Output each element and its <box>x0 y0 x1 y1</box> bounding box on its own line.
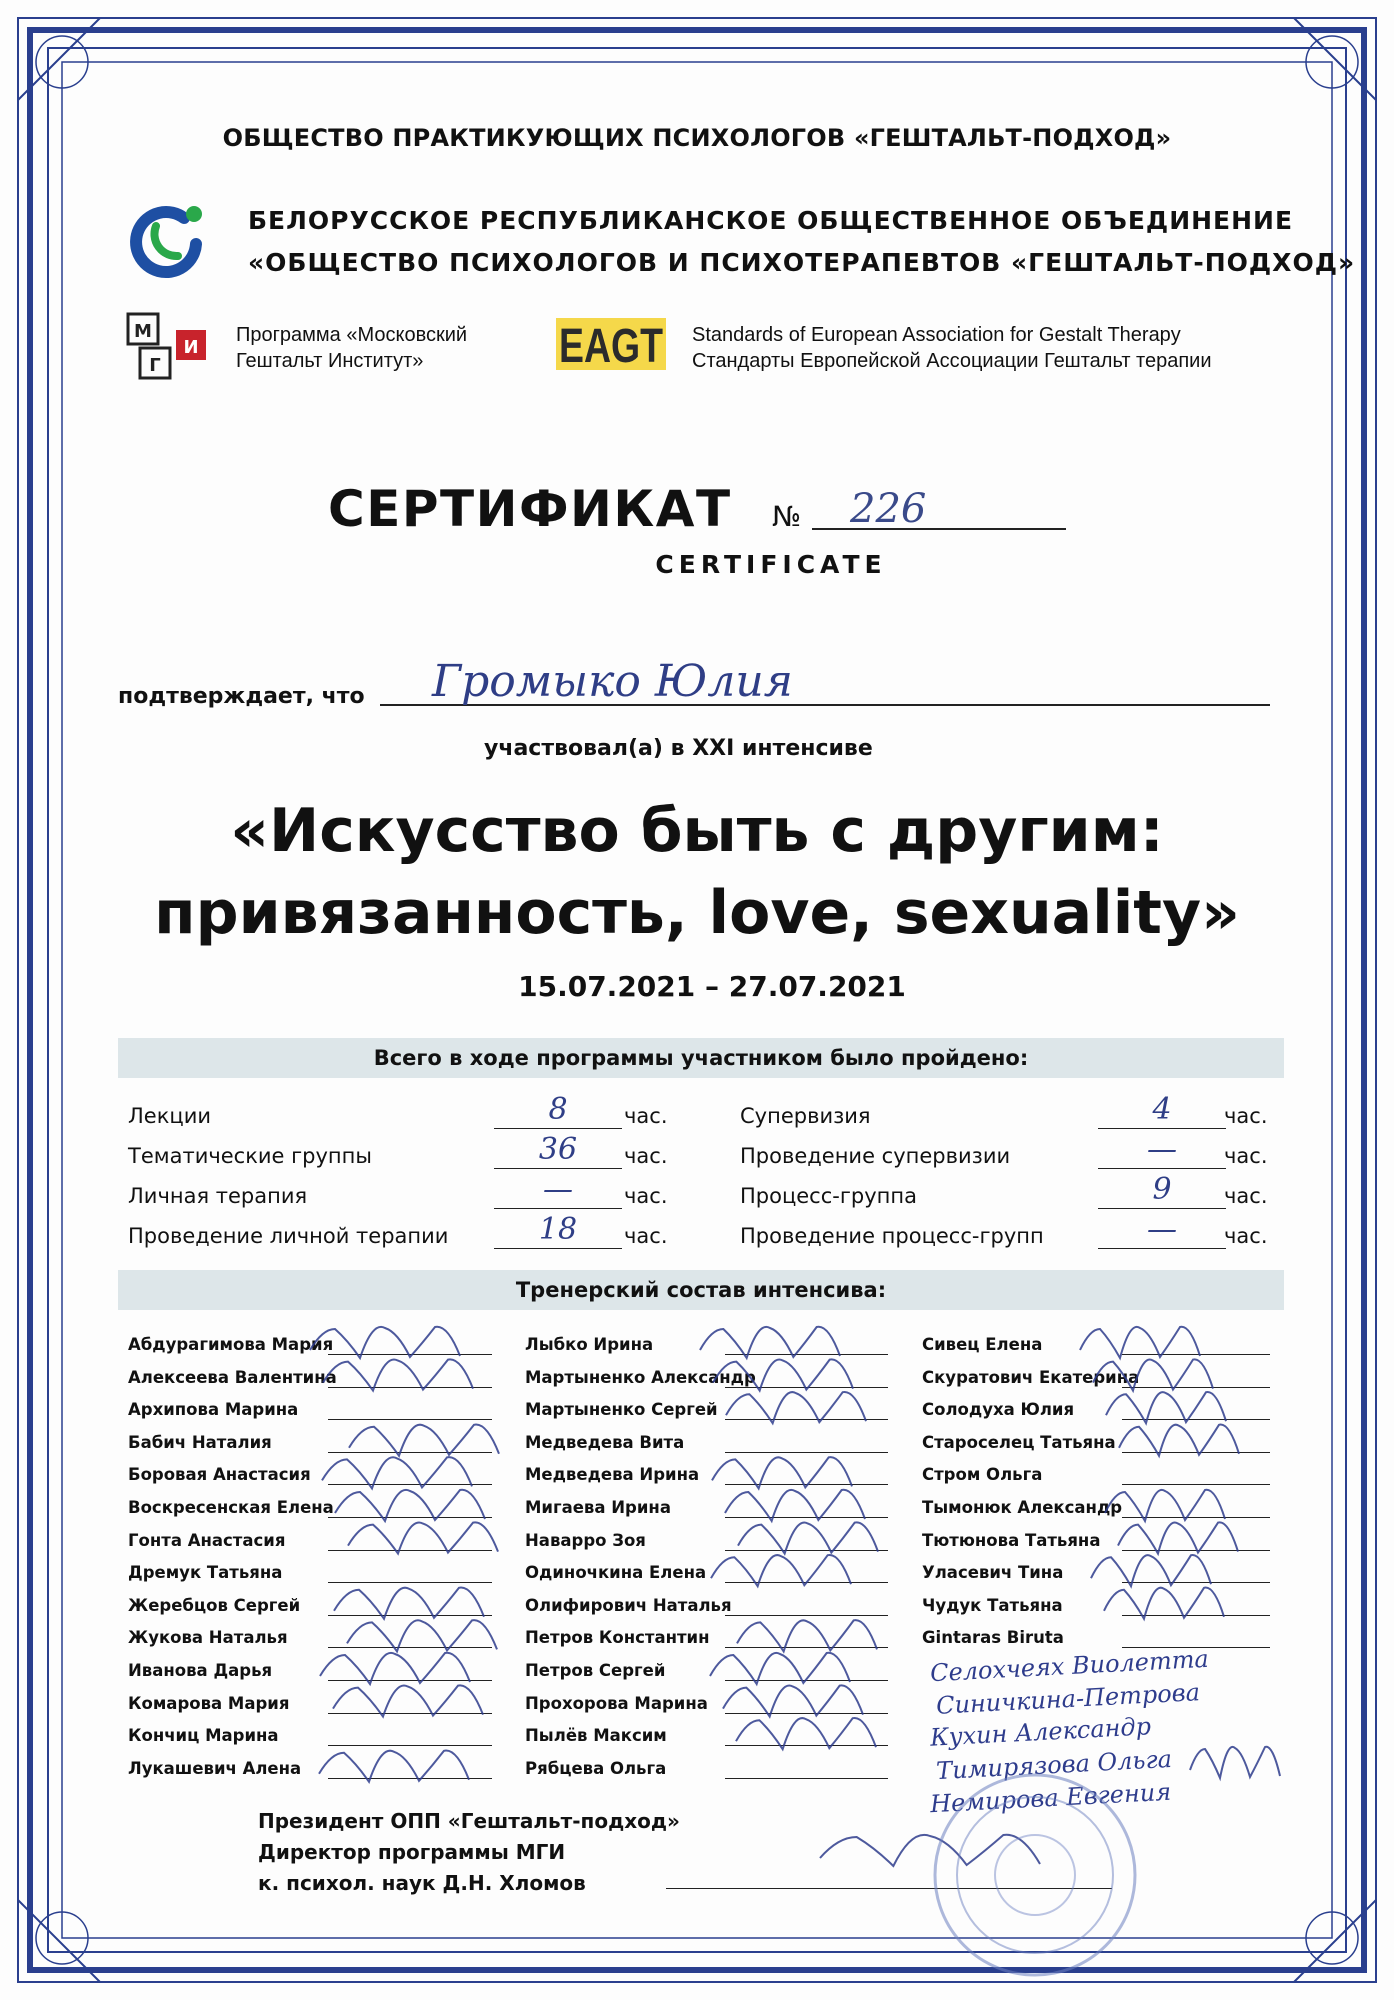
hours-label: Лекции <box>128 1104 211 1128</box>
certificate-number-label: № <box>772 500 802 533</box>
eagt-line-2: Стандарты Европейской Ассоциации Гештальт терапии <box>692 350 1212 372</box>
trainer-name: Одиночкина Елена <box>525 1563 707 1583</box>
handwritten-trainer-name: Селохчеях Виолетта <box>929 1644 1210 1688</box>
trainer-name: Комарова Мария <box>128 1693 290 1713</box>
handwritten-signature <box>737 1620 877 1651</box>
trainer-name: Бабич Наталия <box>128 1432 272 1452</box>
course-title-line-1: «Искусство быть с другим: <box>230 796 1164 866</box>
director-line-3: к. психол. наук Д.Н. Хломов <box>258 1871 586 1895</box>
handwritten-signature <box>1119 1425 1239 1456</box>
mgi-logo-letter-g: Г <box>149 355 161 376</box>
hours-label: Проведение личной терапии <box>128 1224 449 1248</box>
trainer-name: Мигаева Ирина <box>525 1498 671 1517</box>
trainer-name: Жукова Наталья <box>128 1628 288 1648</box>
confirm-label: подтверждает, что <box>118 684 365 709</box>
course-title-line-2: привязанность, love, sexuality» <box>154 878 1240 948</box>
hours-value: — <box>543 1172 573 1207</box>
hours-value: 8 <box>548 1092 568 1127</box>
handwritten-signature <box>335 1490 485 1521</box>
trainer-name: Петров Константин <box>525 1628 710 1648</box>
handwritten-signature <box>323 1359 473 1390</box>
participated-text: участвовал(а) в XXI интенсиве <box>484 736 873 761</box>
handwritten-signature <box>1118 1522 1238 1553</box>
trainer-name: Gintaras Biruta <box>922 1628 1064 1648</box>
hours-value: 36 <box>538 1132 578 1167</box>
handwritten-signature <box>349 1425 499 1456</box>
trainer-name: Воскресенская Елена <box>128 1498 334 1517</box>
handwritten-signature <box>319 1751 469 1782</box>
handwritten-signature <box>347 1620 497 1651</box>
trainer-name: Абдурагимова Мария <box>128 1335 334 1354</box>
handwritten-signature <box>736 1718 876 1749</box>
trainer-name: Мартыненко Сергей <box>525 1400 718 1420</box>
handwritten-signature <box>1091 1555 1211 1586</box>
mgi-line-2: Гештальт Институт» <box>236 350 424 372</box>
hours-label: Процесс-группа <box>740 1184 917 1208</box>
handwritten-trainer-name: Кухин Александр <box>929 1712 1152 1752</box>
hours-unit: час. <box>1224 1224 1268 1248</box>
handwritten-signature <box>710 1653 850 1684</box>
eagt-line-1: Standards of European Association for Gestalt Therapy <box>692 324 1181 346</box>
trainer-name: Жеребцов Сергей <box>128 1595 301 1615</box>
trainer-name: Гонта Анастасия <box>128 1530 286 1550</box>
trainer-name: Староселец Татьяна <box>922 1432 1116 1452</box>
handwritten-signature <box>320 1653 470 1684</box>
trainer-name: Иванова Дарья <box>128 1661 273 1680</box>
hours-value: — <box>1147 1132 1177 1167</box>
hours-value: 18 <box>538 1212 578 1247</box>
handwritten-signature <box>700 1327 840 1358</box>
handwritten-signature <box>711 1555 851 1586</box>
trainer-name: Кончиц Марина <box>128 1726 279 1746</box>
mgi-logo-letter-i: И <box>183 337 199 358</box>
handwritten-signature <box>333 1685 483 1716</box>
certificate-subtitle: CERTIFICATE <box>655 550 887 579</box>
handwritten-signature <box>310 1327 460 1358</box>
hours-heading: Всего в ходе программы участником было пройдено: <box>118 1038 1284 1078</box>
trainer-name: Лукашевич Алена <box>128 1758 302 1778</box>
trainer-name: Дремук Татьяна <box>128 1563 283 1583</box>
handwritten-signature <box>1106 1392 1226 1423</box>
hours-unit: час. <box>624 1144 668 1168</box>
hours-unit: час. <box>1224 1144 1268 1168</box>
trainer-name: Сивец Елена <box>922 1335 1043 1354</box>
handwritten-trainer-name: Синичкина-Петрова <box>935 1678 1201 1720</box>
handwritten-signature <box>723 1685 863 1716</box>
mgi-logo-letter-m: М <box>134 321 152 342</box>
hours-value: 9 <box>1152 1172 1172 1207</box>
trainer-name: Тымонюк Александр <box>922 1498 1123 1517</box>
hours-unit: час. <box>1224 1104 1268 1128</box>
trainer-name: Тютюнова Татьяна <box>922 1530 1101 1550</box>
handwritten-signature <box>712 1457 852 1488</box>
trainer-name: Медведева Ирина <box>525 1465 700 1485</box>
handwritten-signature <box>1190 1747 1280 1778</box>
handwritten-signature <box>725 1490 865 1521</box>
trainer-name: Лыбко Ирина <box>525 1335 654 1354</box>
participant-name: Громыко Юлия <box>432 656 793 707</box>
trainer-name: Петров Сергей <box>525 1661 666 1680</box>
org-line-2: БЕЛОРУССКОЕ РЕСПУБЛИКАНСКОЕ ОБЩЕСТВЕННОЕ ОБЪЕДИНЕНИЕ <box>248 206 1294 235</box>
trainer-name: Мартыненко Александр <box>525 1367 756 1387</box>
hours-label: Проведение процесс-групп <box>740 1224 1044 1248</box>
hours-unit: час. <box>1224 1184 1268 1208</box>
director-block <box>258 1806 680 1899</box>
director-line-1: Президент ОПП «Гештальт-подход» <box>258 1809 680 1833</box>
hours-unit: час. <box>624 1184 668 1208</box>
handwritten-signature <box>348 1522 498 1553</box>
mgi-line-1: Программа «Московский <box>236 324 468 346</box>
trainer-name: Прохорова Марина <box>525 1693 708 1713</box>
hours-unit: час. <box>624 1224 668 1248</box>
eagt-logo-text: EAGT <box>559 320 663 373</box>
hours-label: Личная терапия <box>128 1184 308 1208</box>
hours-label: Тематические группы <box>128 1144 372 1168</box>
trainer-name: Наварро Зоя <box>525 1530 646 1550</box>
handwritten-signature <box>713 1359 853 1390</box>
trainers-heading: Тренерский состав интенсива: <box>118 1270 1284 1310</box>
trainer-name: Чудук Татьяна <box>922 1595 1063 1615</box>
hours-label: Проведение супервизии <box>740 1144 1011 1168</box>
handwritten-signature <box>1105 1490 1225 1521</box>
certificate-title: СЕРТИФИКАТ <box>328 480 732 538</box>
trainer-name: Архипова Марина <box>128 1400 299 1420</box>
handwritten-signature <box>1080 1327 1200 1358</box>
trainer-name: Алексеева Валентина <box>128 1367 337 1387</box>
trainer-name: Солодуха Юлия <box>922 1400 1075 1420</box>
hours-unit: час. <box>624 1104 668 1128</box>
program-stamp-icon <box>920 1760 1150 1990</box>
trainer-name: Медведева Вита <box>525 1432 685 1452</box>
handwritten-signature <box>726 1392 866 1423</box>
trainer-name: Боровая Анастасия <box>128 1465 311 1485</box>
certificate-number: 226 <box>850 486 927 532</box>
course-dates: 15.07.2021 – 27.07.2021 <box>518 970 906 1003</box>
trainer-name: Скуратович Екатерина <box>922 1367 1140 1387</box>
org-title-russia: ОБЩЕСТВО ПРАКТИКУЮЩИХ ПСИХОЛОГОВ «ГЕШТАЛЬТ-ПОДХОД» <box>222 124 1172 152</box>
org-line-3: «ОБЩЕСТВО ПСИХОЛОГОВ И ПСИХОТЕРАПЕВТОВ «ГЕШТАЛЬТ-ПОДХОД» <box>248 248 1356 277</box>
handwritten-signature <box>334 1588 484 1619</box>
handwritten-trainer-name: Тимирязова Ольга <box>935 1744 1173 1786</box>
handwritten-signature <box>1093 1359 1213 1390</box>
trainer-name: Уласевич Тина <box>922 1563 1064 1583</box>
handwritten-signature <box>1104 1588 1224 1619</box>
director-line-2: Директор программы МГИ <box>258 1840 566 1864</box>
hours-value: — <box>1147 1212 1177 1247</box>
handwritten-trainer-name: Немирова Евгения <box>929 1777 1172 1819</box>
trainer-name: Олифирович Наталья <box>525 1595 732 1615</box>
trainer-name: Стром Ольга <box>922 1465 1043 1485</box>
handwritten-signature <box>322 1457 472 1488</box>
trainer-name: Рябцева Ольга <box>525 1758 667 1778</box>
trainer-name: Пылёв Максим <box>525 1726 667 1746</box>
hours-value: 4 <box>1152 1092 1172 1127</box>
handwritten-signature <box>738 1522 878 1553</box>
hours-label: Супервизия <box>740 1104 871 1128</box>
